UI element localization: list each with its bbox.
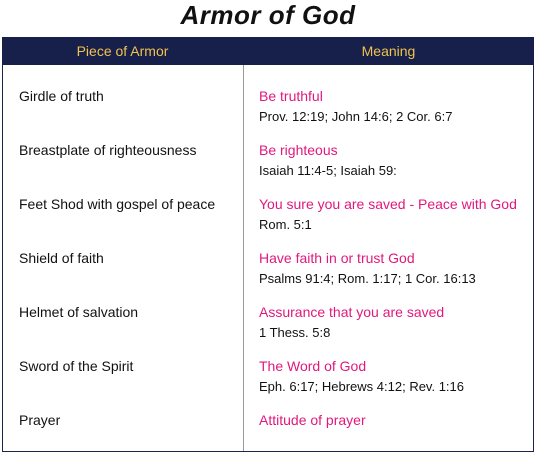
meaning-cell: The Word of God	[259, 358, 367, 374]
table-row	[3, 357, 533, 411]
piece-cell: Shield of faith	[19, 250, 104, 266]
reference-cell: Eph. 6:17; Hebrews 4:12; Rev. 1:16	[259, 379, 464, 394]
meaning-cell: Attitude of prayer	[259, 412, 366, 428]
table-row	[3, 249, 533, 303]
column-header-piece: Piece of Armor	[76, 43, 169, 59]
piece-cell: Helmet of salvation	[19, 304, 139, 320]
table-header	[2, 37, 534, 65]
column-header-meaning: Meaning	[361, 43, 416, 59]
table-row	[3, 141, 533, 195]
reference-cell: Isaiah 11:4-5; Isaiah 59:	[259, 163, 397, 178]
table-row	[3, 411, 533, 465]
reference-cell: Rom. 5:1	[259, 217, 312, 232]
reference-cell: Prov. 12:19; John 14:6; 2 Cor. 6:7	[259, 109, 453, 124]
table-row	[3, 195, 533, 249]
meaning-cell: You sure you are saved - Peace with God	[259, 196, 517, 212]
piece-cell: Feet Shod with gospel of peace	[19, 196, 216, 212]
table-row	[3, 87, 533, 141]
table-row	[3, 303, 533, 357]
meaning-cell: Have faith in or trust God	[259, 250, 415, 266]
meaning-cell: Be righteous	[259, 142, 338, 158]
armor-table	[2, 37, 534, 452]
reference-cell: Psalms 91:4; Rom. 1:17; 1 Cor. 16:13	[259, 271, 476, 286]
meaning-cell: Assurance that you are saved	[259, 304, 445, 320]
page-title: Armor of God	[180, 0, 356, 30]
piece-cell: Sword of the Spirit	[19, 358, 134, 374]
piece-cell: Breastplate of righteousness	[19, 142, 197, 158]
reference-cell: 1 Thess. 5:8	[259, 325, 331, 340]
meaning-cell: Be truthful	[259, 88, 323, 104]
piece-cell: Girdle of truth	[19, 88, 104, 104]
piece-cell: Prayer	[19, 412, 61, 428]
